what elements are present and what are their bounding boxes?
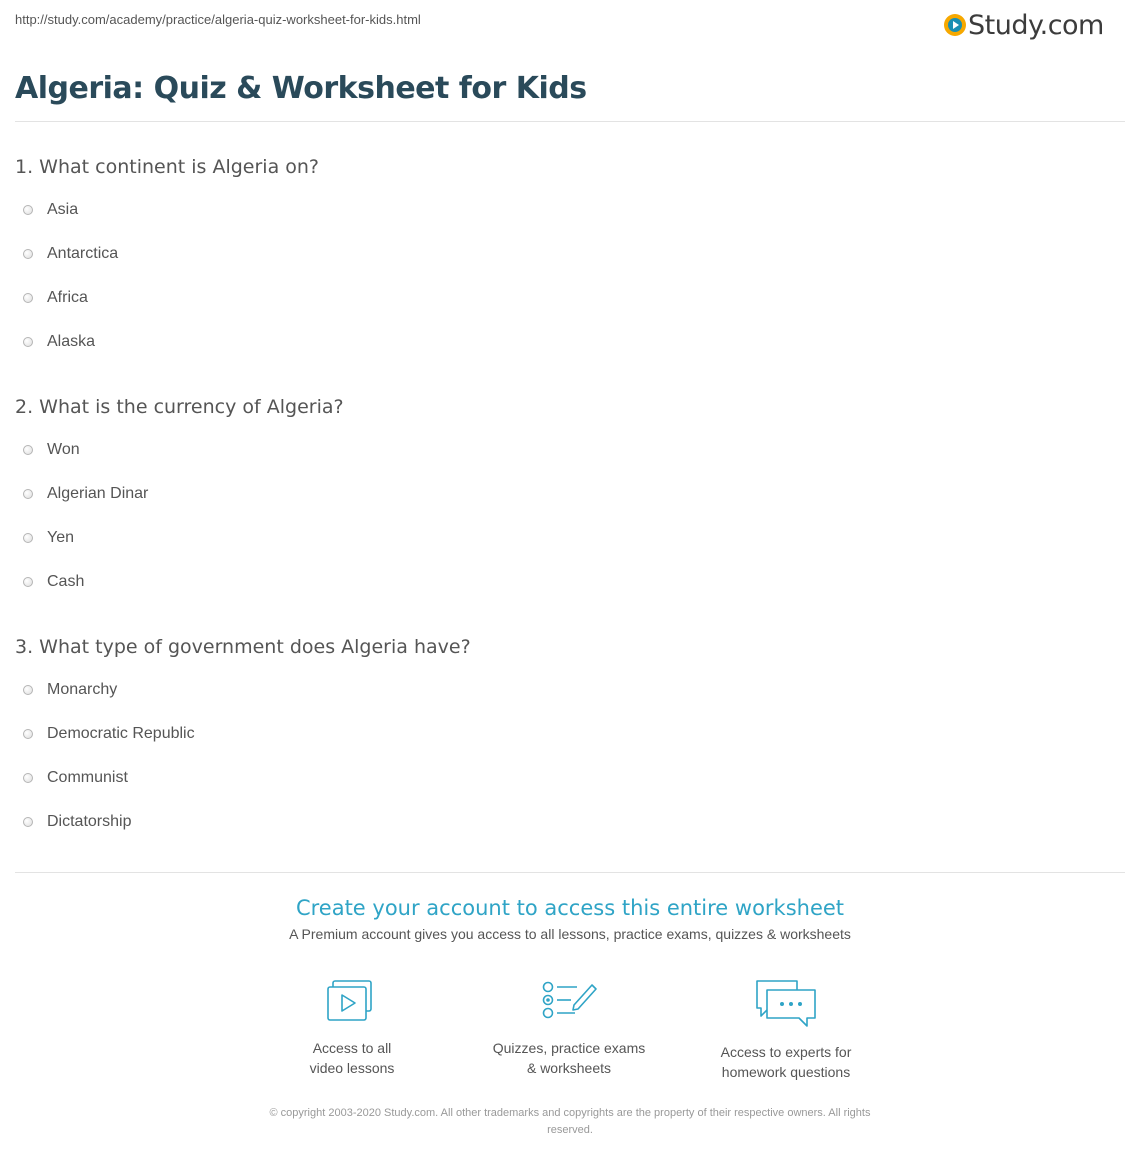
answer-option[interactable]	[23, 572, 84, 592]
answer-label: Africa	[47, 289, 88, 306]
answer-label: Dictatorship	[47, 813, 132, 830]
radio-button[interactable]	[23, 817, 33, 827]
answer-label: Won	[47, 441, 80, 458]
answer-label: Asia	[47, 201, 79, 218]
radio-button[interactable]	[23, 293, 33, 303]
page-url: http://study.com/academy/practice/algeria-quiz-worksheet-for-kids.html	[15, 12, 421, 27]
radio-button[interactable]	[23, 337, 33, 347]
cta-title[interactable]: Create your account to access this entire worksheet	[295, 896, 845, 920]
feature-video-lessons	[252, 978, 452, 1078]
answer-option[interactable]	[23, 680, 117, 700]
copyright-line1: © copyright 2003-2020 Study.com. All other trademarks and copyrights are the property of their respective owners. All rights	[269, 1107, 871, 1119]
radio-button[interactable]	[23, 773, 33, 783]
answer-option[interactable]	[23, 200, 78, 220]
feature-label-line1: Access to all	[312, 1040, 392, 1056]
header-divider	[15, 121, 1125, 122]
answer-option[interactable]	[23, 484, 148, 504]
radio-button[interactable]	[23, 205, 33, 215]
radio-button[interactable]	[23, 685, 33, 695]
video-lessons-icon	[324, 978, 380, 1024]
answer-label: Monarchy	[47, 681, 118, 698]
answer-option[interactable]	[23, 724, 195, 744]
question-text: 1. What continent is Algeria on?	[15, 156, 319, 178]
chat-bubbles-icon	[753, 978, 819, 1028]
feature-experts	[686, 978, 886, 1082]
answer-option[interactable]	[23, 528, 74, 548]
answer-label: Antarctica	[47, 245, 119, 262]
page-title: Algeria: Quiz & Worksheet for Kids	[15, 71, 587, 106]
answer-option[interactable]	[23, 768, 128, 788]
answer-label: Cash	[47, 573, 85, 590]
question-1	[15, 155, 319, 179]
answer-label: Alaska	[47, 333, 96, 350]
feature-label-line2: & worksheets	[526, 1060, 612, 1076]
question-text: 2. What is the currency of Algeria?	[15, 396, 344, 418]
answer-label: Yen	[47, 529, 74, 546]
copyright-text	[215, 1105, 925, 1139]
answer-label: Democratic Republic	[47, 725, 195, 742]
answer-option[interactable]	[23, 332, 95, 352]
answer-option[interactable]	[23, 812, 131, 832]
feature-quizzes	[469, 978, 669, 1078]
footer-divider	[15, 872, 1125, 873]
answer-option[interactable]	[23, 440, 80, 460]
question-3	[15, 635, 471, 659]
cta-subtitle: A Premium account gives you access to all lessons, practice exams, quizzes & worksheets	[289, 926, 851, 942]
radio-button[interactable]	[23, 533, 33, 543]
radio-button[interactable]	[23, 249, 33, 259]
answer-label: Algerian Dinar	[47, 485, 149, 502]
answer-option[interactable]	[23, 288, 88, 308]
play-circle-icon	[944, 14, 966, 36]
radio-button[interactable]	[23, 577, 33, 587]
feature-label-line2: video lessons	[309, 1060, 395, 1076]
quiz-checklist-icon	[539, 978, 599, 1024]
study-logo[interactable]	[944, 8, 1104, 42]
radio-button[interactable]	[23, 489, 33, 499]
question-2	[15, 395, 344, 419]
radio-button[interactable]	[23, 729, 33, 739]
feature-label-line1: Quizzes, practice exams	[492, 1040, 646, 1056]
feature-label-line1: Access to experts for	[720, 1044, 852, 1060]
copyright-line2: reserved.	[547, 1124, 593, 1136]
answer-option[interactable]	[23, 244, 118, 264]
question-text: 3. What type of government does Algeria have?	[15, 636, 471, 658]
radio-button[interactable]	[23, 445, 33, 455]
answer-label: Communist	[47, 769, 128, 786]
feature-label-line2: homework questions	[721, 1064, 851, 1080]
logo-text: Study.com	[968, 9, 1104, 41]
